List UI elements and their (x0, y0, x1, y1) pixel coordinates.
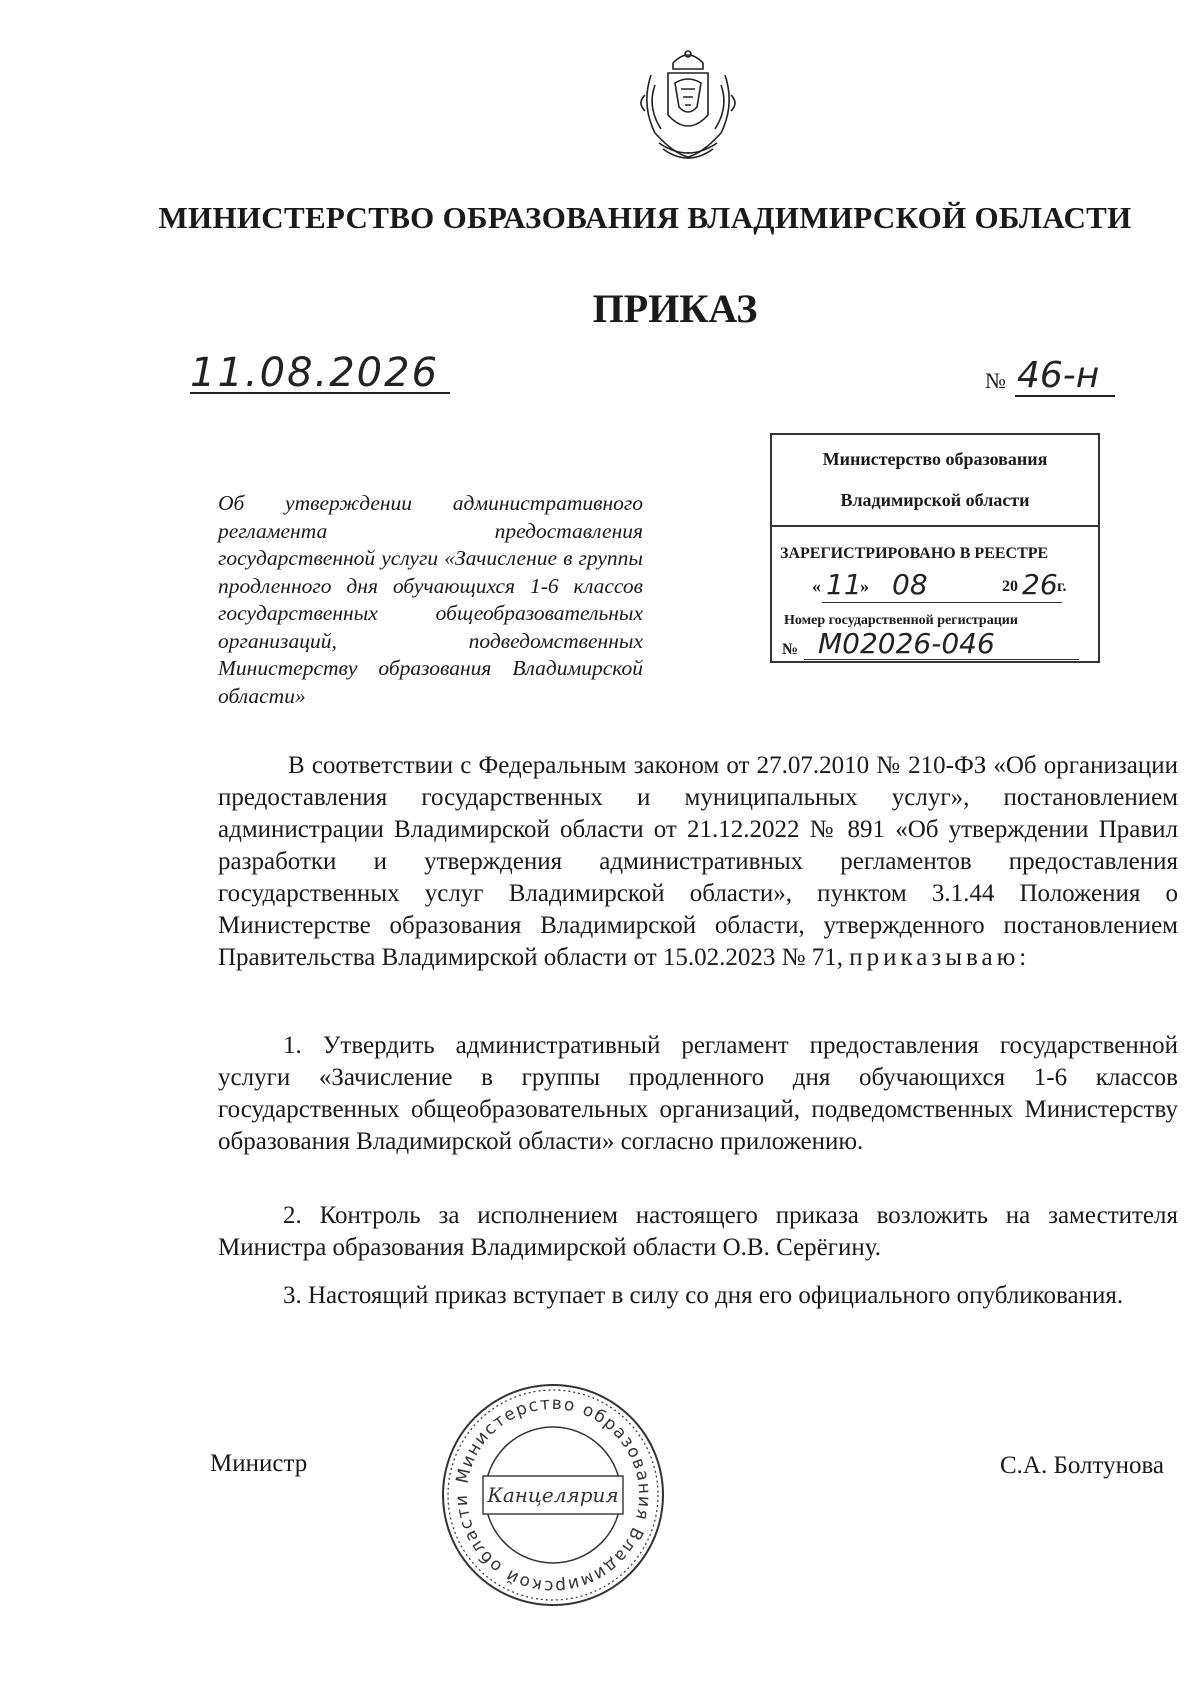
date-underline (190, 392, 450, 394)
reg-date: « 11 » 08 20 26 г. (812, 568, 1067, 601)
document-date (190, 350, 450, 400)
order-item-3: 3. Настоящий приказ вступает в силу со дня его официального опубликования. (283, 1282, 1124, 1309)
reg-day: 11 (826, 568, 862, 601)
document-subject: Об утверждении административного регламента предоставления государственной услуги «Зачисление в группы продленного дня обучающихся 1-6 классов государственных общеобразовательных организаций, подведомственных Министерству образования Владимирской области» (218, 491, 643, 708)
document-number-value: 46-н (1017, 355, 1100, 396)
reg-number (782, 627, 1082, 663)
coat-of-arms-emblem (633, 45, 743, 165)
number-symbol: № (985, 368, 1006, 393)
signatory-position: Министр (210, 1450, 308, 1477)
seal-center-text: Канцелярия (487, 1483, 619, 1507)
reg-number-value: М02026-046 (818, 627, 995, 660)
official-round-seal (438, 1380, 668, 1610)
reg-number-label: Номер государственной регистрации (784, 613, 1018, 628)
order-item-2: 2. Контроль за исполнением настоящего приказа возложить на заместителя Министра образования Владимирской области О.В. Серёгину. (218, 1202, 1178, 1261)
signatory-name: С.А. Болтунова (1000, 1452, 1165, 1479)
reg-year-unit: г. (1057, 578, 1067, 595)
reg-org-line1: Министерство образования (822, 449, 1048, 469)
reg-year-prefix: 20 (1002, 578, 1018, 595)
document-date-value: 11.08.2026 (190, 350, 440, 396)
reg-divider (772, 525, 1098, 527)
reg-org-line2: Владимирской области (840, 490, 1030, 510)
registration-stamp-box (770, 433, 1100, 663)
ministry-title: МИНИСТЕРСТВО ОБРАЗОВАНИЯ ВЛАДИМИРСКОЙ ОБЛАСТИ (158, 200, 1132, 235)
reg-year-suffix: 26 (1022, 568, 1058, 601)
number-underline (1015, 395, 1115, 397)
order-word: приказываю: (849, 944, 1031, 971)
preamble-paragraph (218, 750, 1178, 974)
preamble-text: В соответствии с Федеральным законом от 27.07.2010 № 210-ФЗ «Об организации предоставления государственных и муниципальных услуг», постановлением администрации Владимирской области от 21.12.2022 № 891 «Об утверждении Правил разработки и утверждения административных регламентов предоставления государственных услуг Владимирской области», пунктом 3.1.44 Положения о Министерстве образования Владимирской области, утвержденного постановлением Правительства Владимирской области от 15.02.2023 № 71, (218, 752, 1178, 971)
order-item-1: 1. Утвердить административный регламент предоставления государственной услуги «Зачисление в группы продленного дня обучающихся 1-6 классов государственных общеобразовательных организаций, подведомственных Министерству образования Владимирской области» согласно приложению. (218, 1032, 1178, 1155)
reg-month: 08 (892, 568, 928, 601)
document-number (985, 355, 1135, 400)
seal-ring-text: Министерство образования Владимирской области (451, 1393, 655, 1597)
reg-number-symbol: № (782, 641, 799, 658)
reg-registered-label: ЗАРЕГИСТРИРОВАНО В РЕЕСТРЕ (780, 545, 1049, 562)
document-type-heading: ПРИКАЗ (592, 286, 758, 331)
